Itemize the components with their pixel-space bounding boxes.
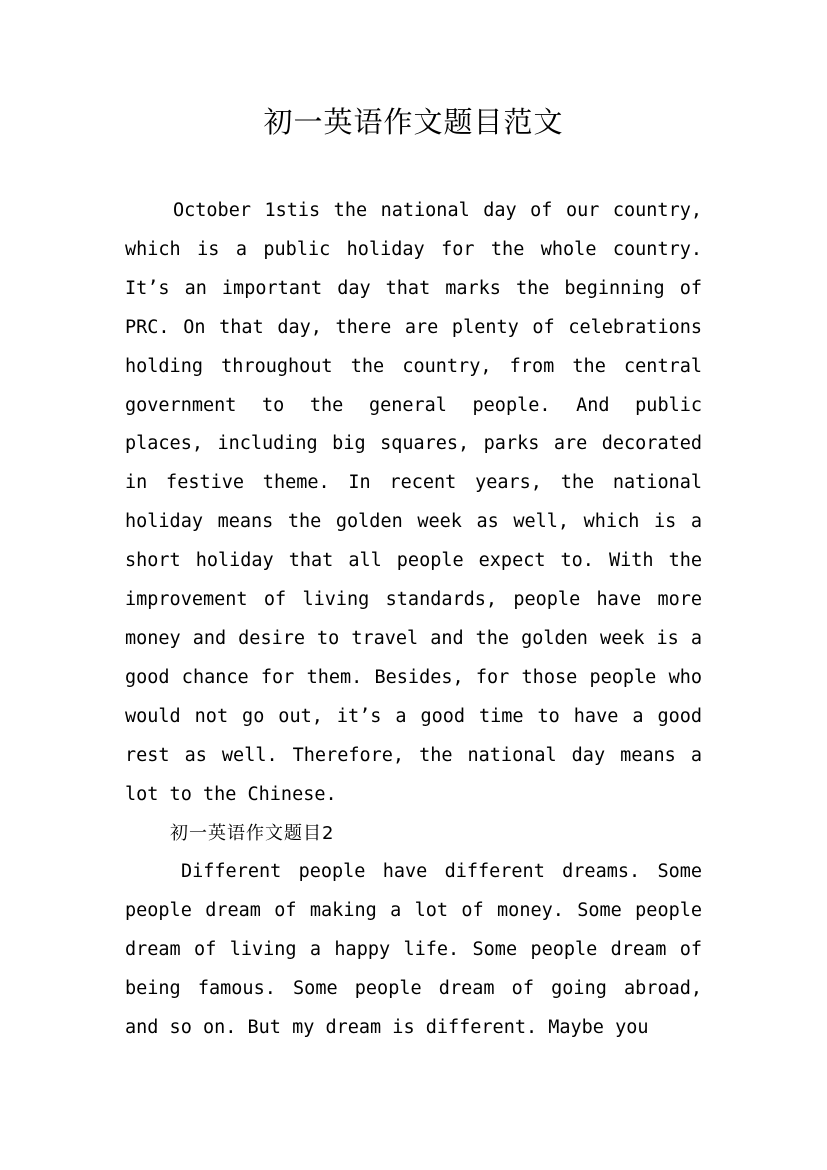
document-body (125, 192, 702, 1048)
paragraph-dreams: Different people have different dreams. Some people dream of making a lot of money. Some people dream of living a happy life. Some people dream of being famous. Some people dream of going abroad, and so on. But my dream is different. Maybe you (125, 861, 702, 1039)
section-heading-2: 初一英语作文题目2 (170, 822, 335, 844)
paragraph-national-day: October 1stis the national day of our country, which is a public holiday for the whole country. It’s an important day that marks the beginning of PRC. On that day, there are plenty of celebrations holding throughout the country, from the central government to the general people. And public places, including big squares, parks are decorated in festive theme. In recent years, the national holiday means the golden week as well, which is a short holiday that all people expect to. With the improvement of living standards, people have more money and desire to travel and the golden week is a good chance for them. Besides, for those people who would not go out, it’s a good time to have a good rest as well. Therefore, the national day means a lot to the Chinese. (125, 200, 702, 805)
document-title: 初一英语作文题目范文 (263, 105, 564, 139)
